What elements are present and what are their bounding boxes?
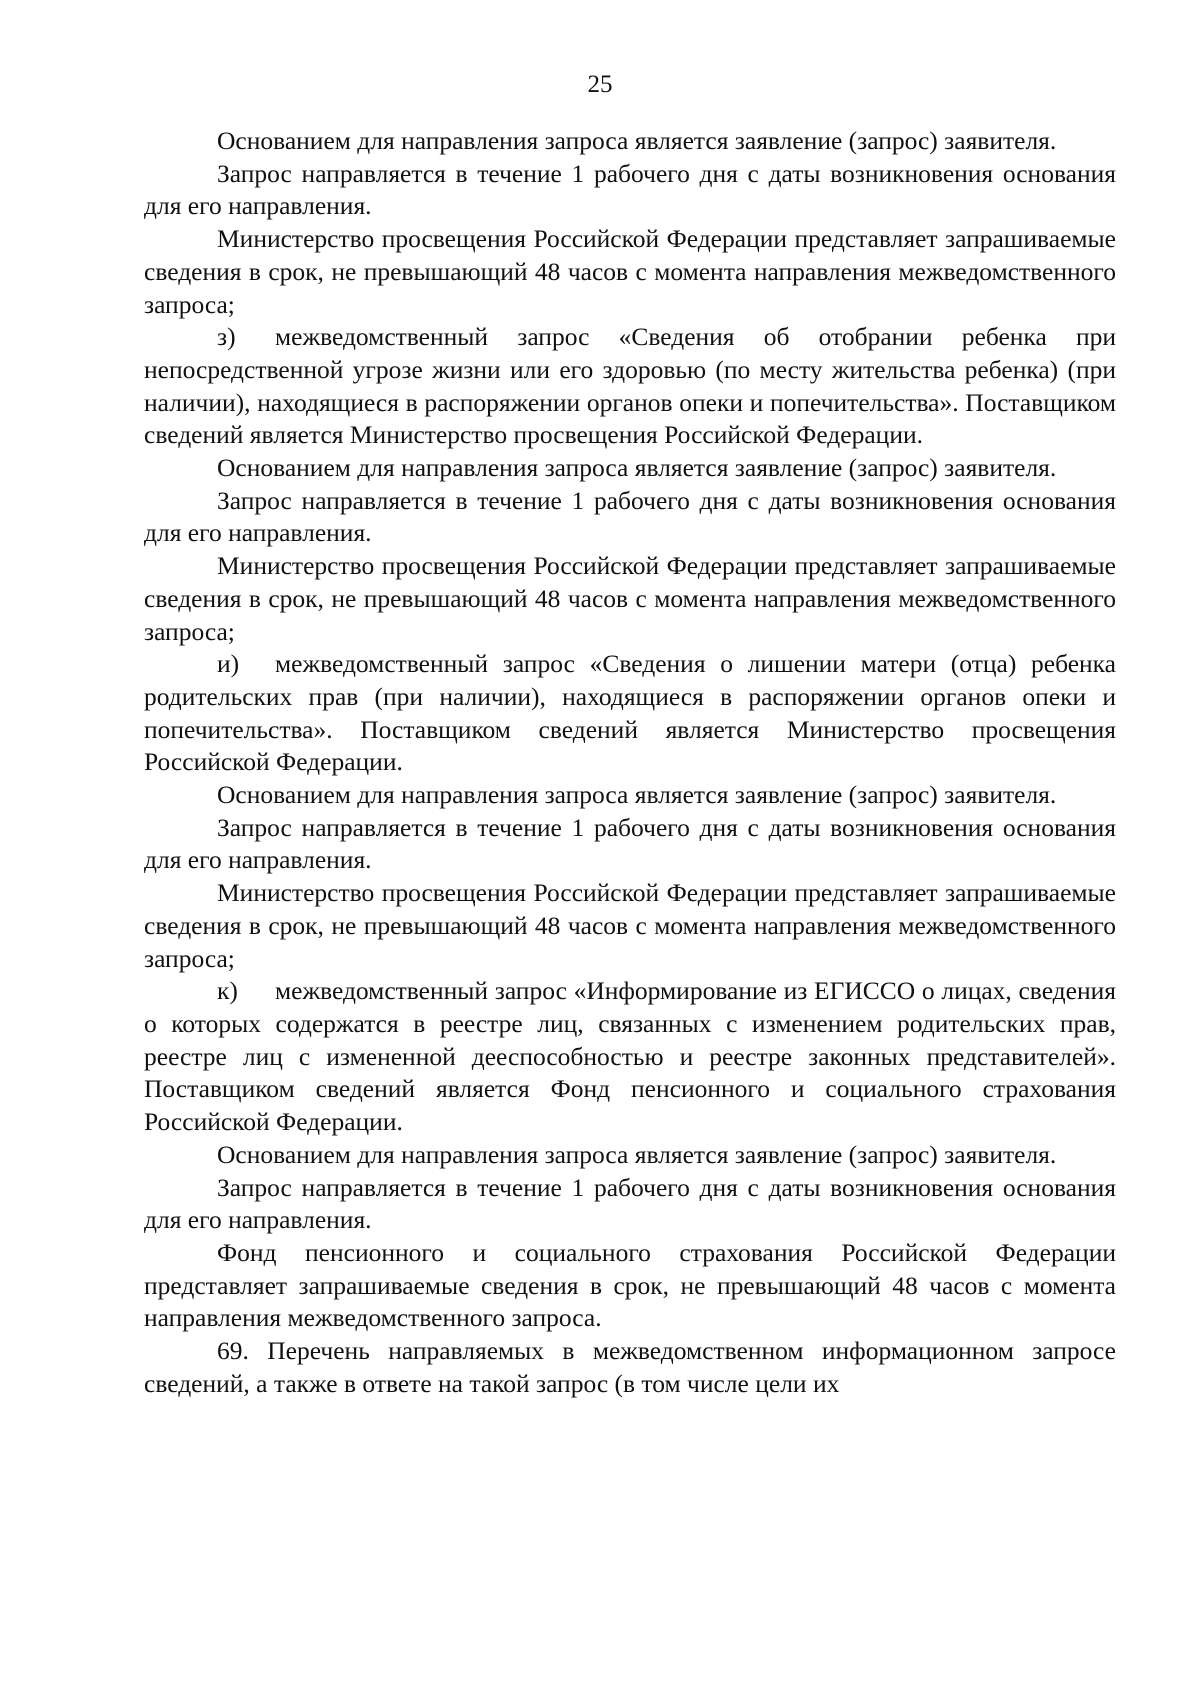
paragraph-deadline-2 — [144, 485, 1116, 550]
paragraph-text: межведомственный запрос «Сведения об отобрании ребенка при непосредственной угрозе жизни или его здоровью (по месту жительства ребенка) (при наличии), находящиеся в распоряжении органов опеки и попечительства». Поставщиком сведений является Министерство просвещения Российской Федерации. — [144, 322, 1116, 450]
document-body — [144, 125, 1116, 1400]
paragraph-text: Министерство просвещения Российской Федерации представляет запрашиваемые сведения в срок, не превышающий 48 часов с момента направления межведомственного запроса; — [144, 878, 1116, 973]
list-marker: и) — [217, 649, 240, 679]
paragraph-deadline-1 — [144, 158, 1116, 223]
paragraph-deadline-4 — [144, 1172, 1116, 1237]
paragraph-response-3 — [144, 877, 1116, 975]
paragraph-text: Фонд пенсионного и социального страхования Российской Федерации представляет запрашиваемые сведения в срок, не превышающий 48 часов с момента направления межведомственного запроса. — [144, 1237, 1116, 1333]
paragraph-text: Основанием для направления запроса является заявление (запрос) заявителя. — [217, 780, 1057, 810]
paragraph-text: Основанием для направления запроса является заявление (запрос) заявителя. — [217, 1139, 1057, 1169]
paragraph-text: Министерство просвещения Российской Федерации представляет запрашиваемые сведения в срок, не превышающий 48 часов с момента направления межведомственного запроса; — [144, 551, 1116, 646]
paragraph-text: Перечень направляемых в межведомственном информационном запросе сведений, а также в ответе на такой запрос (в том числе цели их — [144, 1336, 1116, 1398]
paragraph-text: Основанием для направления запроса является заявление (запрос) заявителя. — [217, 453, 1057, 483]
paragraph-response-1 — [144, 223, 1116, 321]
paragraph-basis-4 — [144, 1139, 1116, 1172]
paragraph-text: Запрос направляется в течение 1 рабочего дня с даты возникновения основания для его направления. — [144, 158, 1116, 221]
list-marker: к) — [217, 976, 238, 1006]
paragraph-number: 69. — [217, 1336, 249, 1366]
paragraph-basis-3 — [144, 779, 1116, 812]
paragraph-text: межведомственный запрос «Информирование из ЕГИССО о лицах, сведения о которых содержатся в реестре лиц, связанных с изменением родительских прав, реестре лиц с измененной дееспособностью и реестре законных представителей». Поставщиком сведений является Фонд пенсионного и социального страхования Российской Федерации. — [144, 976, 1116, 1137]
list-item-i — [144, 648, 1116, 779]
paragraph-text: Запрос направляется в течение 1 рабочего дня с даты возникновения основания для его направления. — [144, 812, 1116, 875]
paragraph-deadline-3 — [144, 812, 1116, 877]
paragraph-item-69 — [144, 1335, 1116, 1400]
page-number: 25 — [587, 71, 613, 98]
paragraph-text: Запрос направляется в течение 1 рабочего дня с даты возникновения основания для его направления. — [144, 1172, 1116, 1235]
list-marker: з) — [217, 322, 236, 352]
paragraph-response-4 — [144, 1237, 1116, 1335]
paragraph-basis-1 — [144, 125, 1116, 158]
list-item-k — [144, 975, 1116, 1139]
paragraph-response-2 — [144, 550, 1116, 648]
list-item-z — [144, 321, 1116, 452]
paragraph-text: межведомственный запрос «Сведения о лишении матери (отца) ребенка родительских прав (при наличии), находящиеся в распоряжении органов опеки и попечительства». Поставщиком сведений является Министерство просвещения Российской Федерации. — [144, 649, 1116, 777]
paragraph-text: Основанием для направления запроса является заявление (запрос) заявителя. — [217, 126, 1057, 155]
paragraph-basis-2 — [144, 452, 1116, 485]
paragraph-text: Запрос направляется в течение 1 рабочего дня с даты возникновения основания для его направления. — [144, 485, 1116, 548]
paragraph-text: Министерство просвещения Российской Федерации представляет запрашиваемые сведения в срок, не превышающий 48 часов с момента направления межведомственного запроса; — [144, 224, 1116, 319]
